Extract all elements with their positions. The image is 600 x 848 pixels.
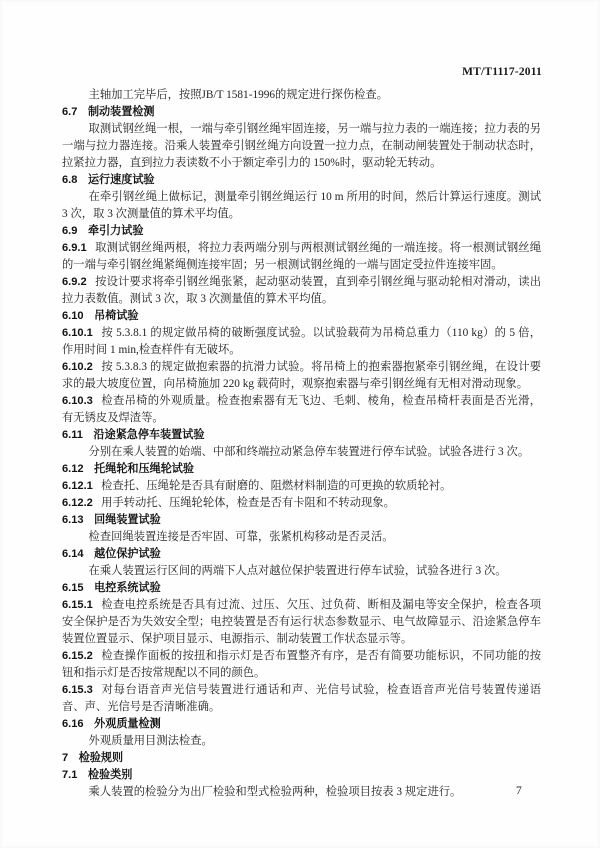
section-title: 越位保护试验 <box>94 548 161 560</box>
clause-paragraph: 6.15.1 检查电控系统是否具有过流、过压、欠压、过负荷、断相及漏电等安全保护，检查各项安全保护是否为失效安全型；电控装置是否有运行状态参数显示、电气故障显示、沿途紧急停车装置位置显示、保护项目显示、电源指示、制动装置工作状态显示等。 <box>62 599 541 645</box>
clause-paragraph: 6.9.1 取测试钢丝绳两根，将拉力表两端分别与两根测试钢丝绳的一端连接。将一根测试钢丝绳的一端与牵引钢丝绳紧绳侧连接牢固；另一根测试钢丝绳的一端与固定受拉件连接牢固。 <box>62 242 541 271</box>
body-paragraph: 在乘人装置运行区间的两端下人点对越位保护装置进行停车试验，试验各进行 3 次。 <box>88 565 507 577</box>
section-number: 6.12 <box>62 463 84 475</box>
clause-paragraph: 6.10.2 按 5.3.8.3 的规定做抱索器的抗滑力试验。将吊椅上的抱索器抱紧牵引钢丝绳，在设计要求的最大坡度位置，向吊椅施加 220 kg 载荷时，观察抱索器与牵引钢丝绳有无相对滑动现象。 <box>62 361 541 390</box>
page-number: 7 <box>516 785 522 797</box>
section-heading <box>62 308 541 325</box>
clause-paragraph: 6.12.1 检查托、压绳轮是否具有耐磨的、阻燃材料制造的可更换的软质轮衬。 <box>62 480 452 492</box>
clause-number: 6.10.1 <box>62 327 93 339</box>
section-title: 检验规则 <box>78 752 124 764</box>
section-number: 6.16 <box>62 718 84 730</box>
section-number: 7.1 <box>62 769 78 781</box>
section-heading <box>62 580 541 597</box>
clause-number: 6.9.1 <box>62 242 87 254</box>
section-title: 检验类别 <box>87 769 133 781</box>
chapter-heading <box>62 750 541 767</box>
section-number: 6.15 <box>62 582 84 594</box>
clause-paragraph: 6.12.2 用手转动托、压绳轮轮体，检查是否有卡阻和不转动现象。 <box>62 497 395 509</box>
section-heading <box>62 512 541 529</box>
section-title: 吊椅试验 <box>94 310 139 322</box>
section-number: 6.14 <box>62 548 84 560</box>
body-paragraph: 检查回绳装置连接是否牢固、可靠，张紧机构移动是否灵活。 <box>88 531 394 543</box>
section-title: 运行速度试验 <box>87 174 155 186</box>
section-heading <box>62 461 541 478</box>
section-heading <box>62 223 541 240</box>
body-paragraph: 取测试钢丝绳一根，一端与牵引钢丝绳牢固连接，另一端与拉力表的一端连接；拉力表的另一端与拉力器连接。沿乘人装置牵引钢丝绳方向设置一拉力点，在制动闸装置处于制动状态时，拉紧拉力器，直到拉力表读数不小于额定牵引力的 150%时，驱动轮无转动。 <box>62 123 541 169</box>
body-paragraph: 在牵引钢丝绳上做标记，测量牵引钢丝绳运行 10 m 所用的时间，然后计算运行速度。测试 3 次，取 3 次测量值的算术平均值。 <box>62 191 541 220</box>
clause-number: 6.15.1 <box>62 599 93 611</box>
section-heading <box>62 716 541 733</box>
body-paragraph: 乘人装置的检验分为出厂检验和型式检验两种，检验项目按表 3 规定进行。 <box>88 786 462 798</box>
section-heading <box>62 427 541 444</box>
section-heading <box>62 172 541 189</box>
clause-paragraph: 6.15.3 对每台语音声光信号装置进行通话和声、光信号试验，检查语音声光信号装置传递语音、声、光信号是否清晰准确。 <box>62 684 541 713</box>
section-number: 6.10 <box>62 310 84 322</box>
section-number: 7 <box>62 752 69 764</box>
section-title: 回绳装置试验 <box>94 514 161 526</box>
section-title: 外观质量检测 <box>94 718 161 730</box>
section-number: 6.9 <box>62 225 78 237</box>
clause-number: 6.9.2 <box>62 276 87 288</box>
section-title: 制动装置检测 <box>87 106 155 118</box>
clause-number: 6.10.2 <box>62 361 93 373</box>
section-number: 6.8 <box>62 174 78 186</box>
section-number: 6.13 <box>62 514 84 526</box>
clause-paragraph: 6.9.2 按设计要求将牵引钢丝绳张紧，起动驱动装置，直到牵引钢丝绳与驱动轮相对滑动，读出拉力表数值。测试 3 次，取 3 次测量值的算术平均值。 <box>62 276 541 305</box>
clause-number: 6.15.2 <box>62 650 93 662</box>
section-heading <box>62 104 541 121</box>
body-paragraph: 主轴加工完毕后，按照JB/T 1581-1996的规定进行探伤检查。 <box>88 89 389 101</box>
clause-number: 6.12.2 <box>62 497 93 509</box>
doc-number: MT/T1117-2011 <box>462 66 542 78</box>
section-heading <box>62 767 541 784</box>
clause-paragraph: 6.10.1 按 5.3.8.1 的规定做吊椅的破断强度试验。以试验载荷为吊椅总重力（110 kg）的 5 倍，作用时间 1 min,检查样件有无破坏。 <box>62 327 541 356</box>
clause-number: 6.15.3 <box>62 684 93 696</box>
section-title: 沿途紧急停车装置试验 <box>93 429 205 441</box>
section-number: 6.11 <box>62 429 83 441</box>
section-title: 托绳轮和压绳轮试验 <box>94 463 194 475</box>
section-title: 电控系统试验 <box>94 582 161 594</box>
clause-paragraph: 6.10.3 检查吊椅的外观质量。检查抱索器有无飞边、毛刺、棱角，检查吊椅杆表面是否光滑，有无锈皮及焊渣等。 <box>62 395 541 424</box>
clause-number: 6.10.3 <box>62 395 93 407</box>
section-heading <box>62 546 541 563</box>
clause-paragraph: 6.15.2 检查操作面板的按扭和指示灯是否布置整齐有序，是否有简要功能标识，不同功能的按钮和指示灯是否按常规配以不同的颜色。 <box>62 650 541 679</box>
body-paragraph: 外观质量用目测法检查。 <box>88 735 213 747</box>
section-title: 牵引力试验 <box>87 225 144 237</box>
document-body <box>62 87 541 801</box>
body-paragraph: 分别在乘人装置的始端、中部和终端拉动紧急停车装置进行停车试验。试验各进行 3 次。 <box>88 446 530 458</box>
clause-number: 6.12.1 <box>62 480 93 492</box>
section-number: 6.7 <box>62 106 78 118</box>
